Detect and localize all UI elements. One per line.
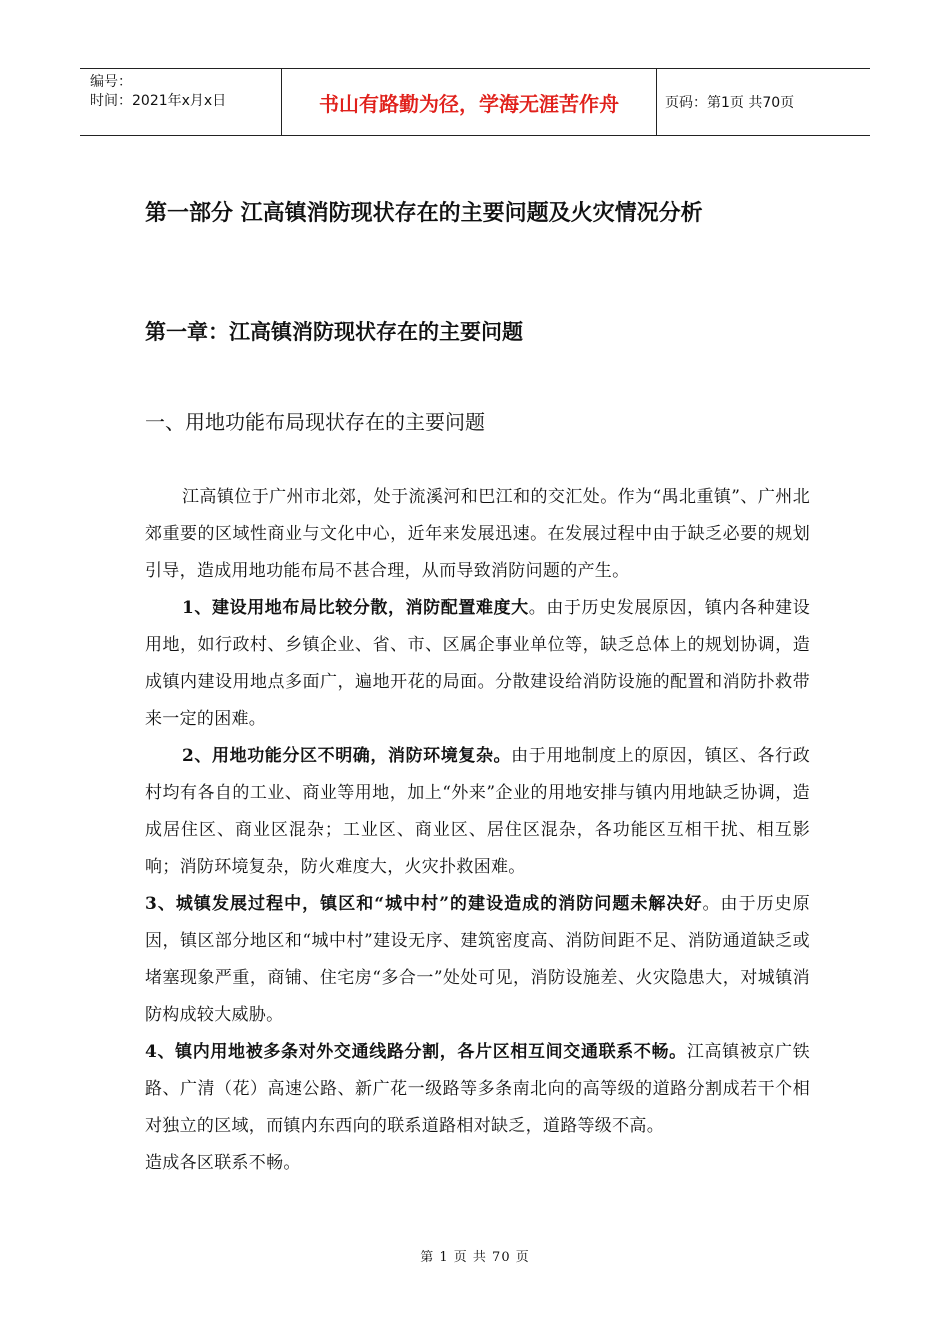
document-header xyxy=(80,68,870,136)
paragraph-5: 造成各区联系不畅。 xyxy=(145,1153,301,1173)
part-title: 第一部分 江高镇消防现状存在的主要问题及火灾情况分析 xyxy=(145,201,703,226)
paragraph-2-text: 由于用地制度上的原因，镇区、各行政村均有各自的工业、商业等用地，加上“外来”企业的用地安排与镇内用地缺乏协调，造成居住区、商业区混杂；工业区、商业区、居住区混杂，各功能区互相干扰、相互影响；消防环境复杂，防火难度大，火灾扑救困难。 xyxy=(145,746,810,877)
paragraph-4 xyxy=(145,1034,810,1145)
paragraph-3-heading: 3、城镇发展过程中，镇区和“城中村”的建设造成的消防问题未解决好 xyxy=(145,894,703,914)
paragraph-1-heading: 1、建设用地布局比较分散，消防配置难度大 xyxy=(182,598,529,618)
paragraph-3-text: 。由于历史原因，镇区部分地区和“城中村”建设无序、建筑密度高、消防间距不足、消防通道缺乏或堵塞现象严重，商铺、住宅房“多合一”处处可见，消防设施差、火灾隐患大，对城镇消防构成较大威胁。 xyxy=(145,894,810,1025)
paragraph-2 xyxy=(145,738,810,886)
intro-paragraph: 江高镇位于广州市北郊，处于流溪河和巴江和的交汇处。作为“禺北重镇”、广州北郊重要的区域性商业与文化中心，近年来发展迅速。在发展过程中由于缺乏必要的规划引导，造成用地功能布局不甚合理，从而导致消防问题的产生。 xyxy=(145,487,810,581)
header-page-info: 页码：第1页 共70页 xyxy=(665,95,795,111)
section-title: 一、用地功能布局现状存在的主要问题 xyxy=(145,410,485,434)
paragraph-4-heading: 4、镇内用地被多条对外交通线路分割，各片区相互间交通联系不畅。 xyxy=(145,1042,687,1062)
chapter-title: 第一章：江高镇消防现状存在的主要问题 xyxy=(145,320,523,344)
serial-number-label: 编号： xyxy=(90,74,132,90)
date-label: 时间：2021年x月x日 xyxy=(90,93,227,109)
page-footer: 第 1 页 共 70 页 xyxy=(420,1250,530,1265)
document-body xyxy=(145,479,810,1182)
paragraph-2-heading: 2、用地功能分区不明确，消防环境复杂。 xyxy=(182,746,512,766)
header-meta xyxy=(80,69,281,135)
paragraph-4-text: 江高镇被京广铁路、广清（花）高速公路、新广花一级路等多条南北向的高等级的道路分割成若干个相对独立的区域，而镇内东西向的联系道路相对缺乏，道路等级不高。 xyxy=(145,1042,810,1136)
paragraph-3 xyxy=(145,886,810,1034)
paragraph-1 xyxy=(145,590,810,738)
paragraph-1-text: 。由于历史发展原因，镇内各种建设用地，如行政村、乡镇企业、省、市、区属企事业单位等，缺乏总体上的规划协调，造成镇内建设用地点多面广，遍地开花的局面。分散建设给消防设施的配置和消防扑救带来一定的困难。 xyxy=(145,598,810,729)
header-motto: 书山有路勤为径，学海无涯苦作舟 xyxy=(281,69,657,135)
